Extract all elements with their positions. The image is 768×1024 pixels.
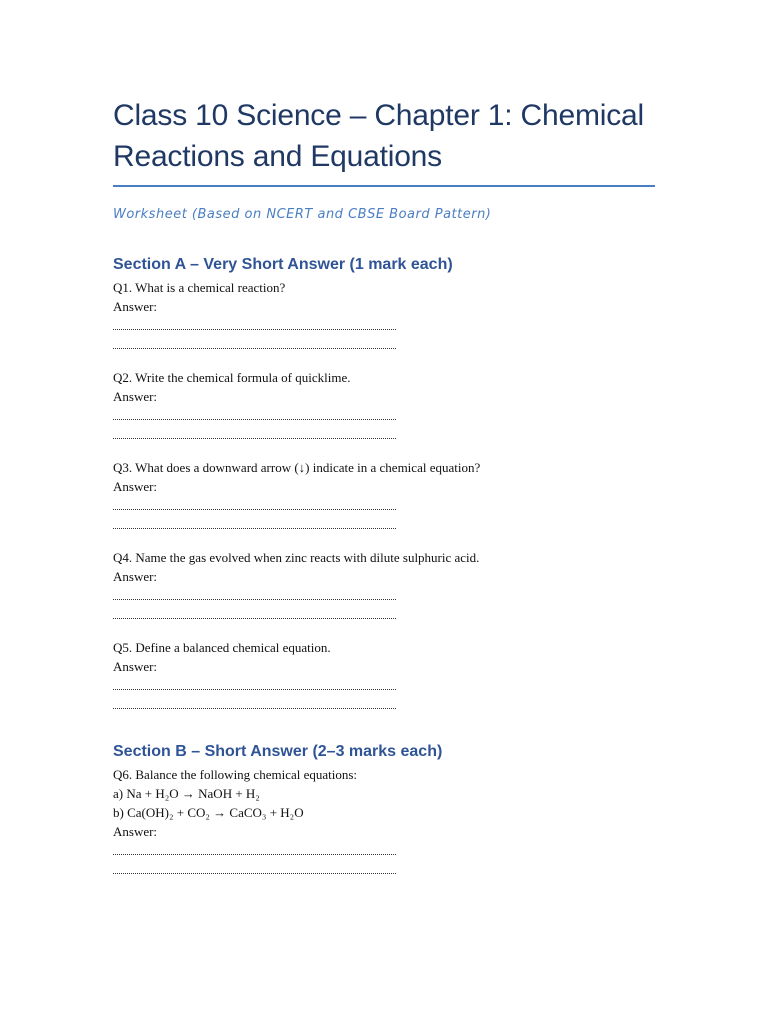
worksheet-page — [113, 95, 658, 879]
answer-line — [113, 406, 396, 425]
answer-line — [113, 841, 396, 860]
answer-line — [113, 425, 396, 444]
question-text: Q1. What is a chemical reaction? — [113, 280, 286, 295]
answer-line — [113, 586, 396, 605]
title-divider — [113, 185, 655, 187]
question-text: Q5. Define a balanced chemical equation. — [113, 640, 331, 655]
question-q1 — [113, 278, 658, 354]
question-q4 — [113, 548, 658, 624]
answer-line — [113, 316, 396, 335]
question-text: Q6. Balance the following chemical equations: — [113, 767, 358, 782]
equation-part-b: b) Ca(OH)₂ + CO₂ → CaCO₃ + H₂O — [113, 805, 304, 820]
section-b-heading: Section B – Short Answer (2–3 marks each) — [113, 743, 443, 760]
answer-line — [113, 695, 396, 714]
answer-label: Answer: — [113, 824, 158, 839]
worksheet-subtitle: Worksheet (Based on NCERT and CBSE Board Pattern) — [113, 207, 492, 222]
question-text: Q2. Write the chemical formula of quicklime. — [113, 370, 351, 385]
question-q3 — [113, 458, 658, 534]
answer-label: Answer: — [113, 479, 158, 494]
equation-part-a: a) Na + H₂O → NaOH + H₂ — [113, 786, 260, 801]
question-q5 — [113, 638, 658, 714]
section-a-heading: Section A – Very Short Answer (1 mark each) — [113, 256, 453, 273]
answer-line — [113, 605, 396, 624]
question-q6 — [113, 765, 658, 879]
answer-line — [113, 860, 396, 879]
answer-label: Answer: — [113, 659, 158, 674]
answer-label: Answer: — [113, 569, 158, 584]
answer-line — [113, 515, 396, 534]
question-text: Q4. Name the gas evolved when zinc reacts with dilute sulphuric acid. — [113, 550, 480, 565]
answer-label: Answer: — [113, 299, 158, 314]
worksheet-title: Class 10 Science – Chapter 1: Chemical Reactions and Equations — [113, 99, 644, 173]
answer-line — [113, 676, 396, 695]
answer-label: Answer: — [113, 389, 158, 404]
answer-line — [113, 496, 396, 515]
question-text: Q3. What does a downward arrow (↓) indicate in a chemical equation? — [113, 460, 481, 475]
answer-line — [113, 335, 396, 354]
question-q2 — [113, 368, 658, 444]
